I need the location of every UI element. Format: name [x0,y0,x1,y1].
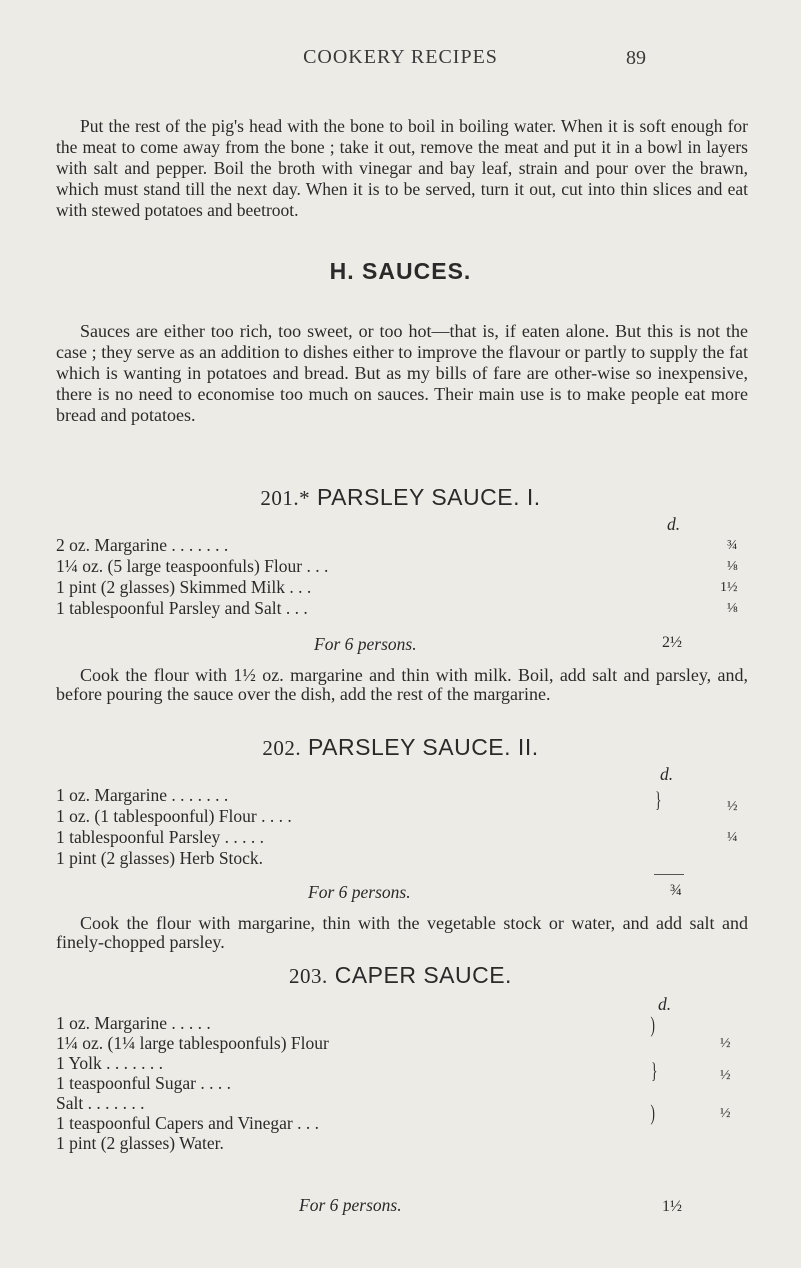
ingredient-name: 1 pint (2 glasses) Herb Stock. [56,848,264,868]
ingredient-row [56,785,756,806]
ingredient-cost: ⅛ [727,559,738,574]
brace: ) [650,1100,655,1125]
ingredient-name: 1 tablespoonful Parsley and Salt . . . [56,598,308,618]
ingredient-list [56,785,756,869]
total-cost: 2½ [662,634,682,651]
recipe-method: Cook the flour with margarine, thin with the vegetable stock or water, and add salt and finely-chopped parsley. [56,913,748,952]
ingredient-name: 1¼ oz. (5 large teaspoonfuls) Flour . . . [56,556,329,576]
recipe-name: CAPER SAUCE. [334,962,512,988]
recipe-name: PARSLEY SAUCE. I. [316,484,541,510]
brace: } [651,1058,658,1083]
ingredient-cost: ¼ [727,830,738,845]
ingredient-name: 1 pint (2 glasses) Water. [56,1133,224,1153]
ingredient-cost: ⅛ [727,601,738,616]
ingredient-cost: 1½ [720,580,738,595]
ingredient-row [56,577,756,598]
recipe-title [0,734,801,761]
ingredient-name: 1 teaspoonful Capers and Vinegar . . . [56,1113,320,1133]
ingredient-cost: ¾ [727,538,738,553]
recipe-number: 201.* [260,486,311,510]
ingredient-name: Salt . . . . . . . [56,1093,145,1113]
ingredient-name: 1¼ oz. (1¼ large tablespoonfuls) Flour [56,1033,329,1053]
currency-label: d. [667,514,681,534]
total-cost: 1½ [662,1198,682,1215]
recipe-name: PARSLEY SAUCE. II. [308,734,539,760]
recipe-title [0,484,801,511]
running-head: COOKERY RECIPES [303,46,498,68]
ingredient-name: 1 oz. Margarine . . . . . [56,1013,211,1033]
ingredient-row [56,598,756,619]
ingredient-name: 1 tablespoonful Parsley . . . . . [56,827,265,847]
ingredient-name: 1 teaspoonful Sugar . . . . [56,1073,231,1093]
ingredient-name: 1 oz. (1 tablespoonful) Flour . . . . [56,806,292,826]
ingredient-name: 1 oz. Margarine . . . . . . . [56,785,229,805]
recipe-number: 203. [289,964,328,988]
section-title: H. SAUCES. [329,258,472,284]
ingredient-name: 1 pint (2 glasses) Skimmed Milk . . . [56,577,312,597]
ingredient-row [56,827,756,848]
brace: ) [650,1012,655,1037]
ingredient-row [56,535,756,556]
ingredient-row [56,848,756,869]
section-paragraph: Sauces are either too rich, too sweet, or too hot—that is, if eaten alone. But this is not the case ; they serve as an addition to dishes either to improve the flavour or partly to supply the fat which is wanting in potatoes and bread. But as my bills of fare are other-wise so inexpensive, there is no need to economise too much on sauces. Their main use is to make people eat more bread and potatoes. [56,321,748,425]
brace: } [655,787,662,812]
for-persons: For 6 persons. [308,882,411,902]
page-number: 89 [626,47,646,69]
ingredient-cost: ½ [720,1036,731,1051]
currency-label: d. [660,764,674,784]
ingredient-name: 2 oz. Margarine . . . . . . . [56,535,229,555]
currency-label: d. [658,994,672,1014]
ingredient-list [56,535,756,619]
total-cost: ¾ [670,882,682,899]
intro-paragraph: Put the rest of the pig's head with the bone to boil in boiling water. When it is soft enough for the meat to come away from the bone ; take it out, remove the meat and put it in a bowl in layers with salt and pepper. Boil the broth with vinegar and bay leaf, strain and pour over the brawn, which must stand till the next day. When it is to be served, turn it out, cut into thin slices and eat with stewed potatoes and beetroot. [56,116,748,220]
ingredient-cost: ½ [720,1068,731,1083]
total-rule [654,874,684,875]
ingredient-row [56,799,756,827]
ingredient-row [56,1133,756,1153]
recipe-title [0,962,801,989]
for-persons: For 6 persons. [314,634,417,654]
ingredient-cost: ½ [727,799,738,814]
ingredient-cost: ½ [720,1106,731,1121]
for-persons: For 6 persons. [299,1195,402,1215]
recipe-number: 202. [262,736,302,760]
recipe-method: Cook the flour with 1½ oz. margarine and thin with milk. Boil, add salt and parsley, and, before pouring the sauce over the dish, add the rest of the margarine. [56,665,748,704]
ingredient-name: 1 Yolk . . . . . . . [56,1053,163,1073]
ingredient-row [56,556,756,577]
